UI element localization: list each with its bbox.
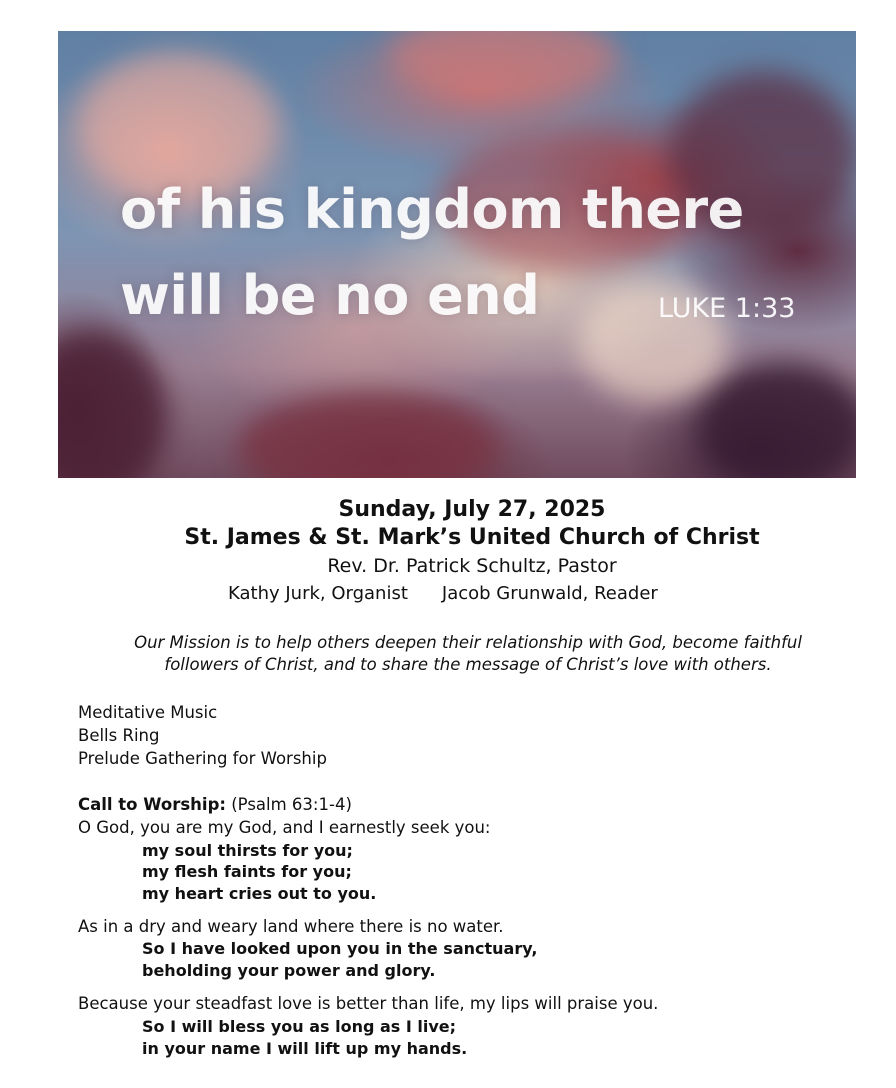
banner-verse-reference: LUKE 1:33: [658, 293, 796, 324]
call-to-worship-heading: [78, 795, 352, 814]
people-response-3a: So I will bless you as long as I live;: [142, 1017, 457, 1036]
leader-line-1: O God, you are my God, and I earnestly seek you:: [78, 818, 491, 837]
mission-line-1: Our Mission is to help others deepen their relationship with God, become faithful: [134, 633, 802, 652]
banner-verse-line-1: of his kingdom there: [120, 178, 744, 241]
people-response-2a: So I have looked upon you in the sanctuary,: [142, 939, 538, 958]
leader-line-3: Because your steadfast love is better than life, my lips will praise you.: [78, 994, 659, 1013]
mission-line-2: followers of Christ, and to share the message of Christ’s love with others.: [164, 655, 772, 674]
organist-name: Kathy Jurk, Organist: [228, 583, 408, 604]
people-response-1b: my flesh faints for you;: [142, 862, 352, 881]
church-name: St. James & St. Mark’s United Church of Christ: [184, 525, 760, 550]
staff-row: [228, 583, 658, 604]
service-date: Sunday, July 27, 2025: [338, 497, 606, 522]
mission-statement: [80, 632, 856, 676]
scripture-banner-image: [58, 31, 856, 478]
order-item-meditative-music: Meditative Music: [78, 703, 218, 722]
call-to-worship-label: Call to Worship:: [78, 795, 226, 814]
people-response-1c: my heart cries out to you.: [142, 884, 377, 903]
banner-verse-line-2: will be no end: [120, 264, 540, 327]
leader-line-2: As in a dry and weary land where there is no water.: [78, 917, 504, 936]
people-response-1a: my soul thirsts for you;: [142, 841, 353, 860]
order-item-prelude: Prelude Gathering for Worship: [78, 749, 327, 768]
people-response-2b: beholding your power and glory.: [142, 961, 436, 980]
people-response-3b: in your name I will lift up my hands.: [142, 1039, 468, 1058]
reader-name: Jacob Grunwald, Reader: [441, 583, 658, 604]
pastor-name: Rev. Dr. Patrick Schultz, Pastor: [327, 555, 617, 577]
order-item-bells-ring: Bells Ring: [78, 726, 160, 745]
call-to-worship-reference: (Psalm 63:1-4): [225, 795, 352, 814]
